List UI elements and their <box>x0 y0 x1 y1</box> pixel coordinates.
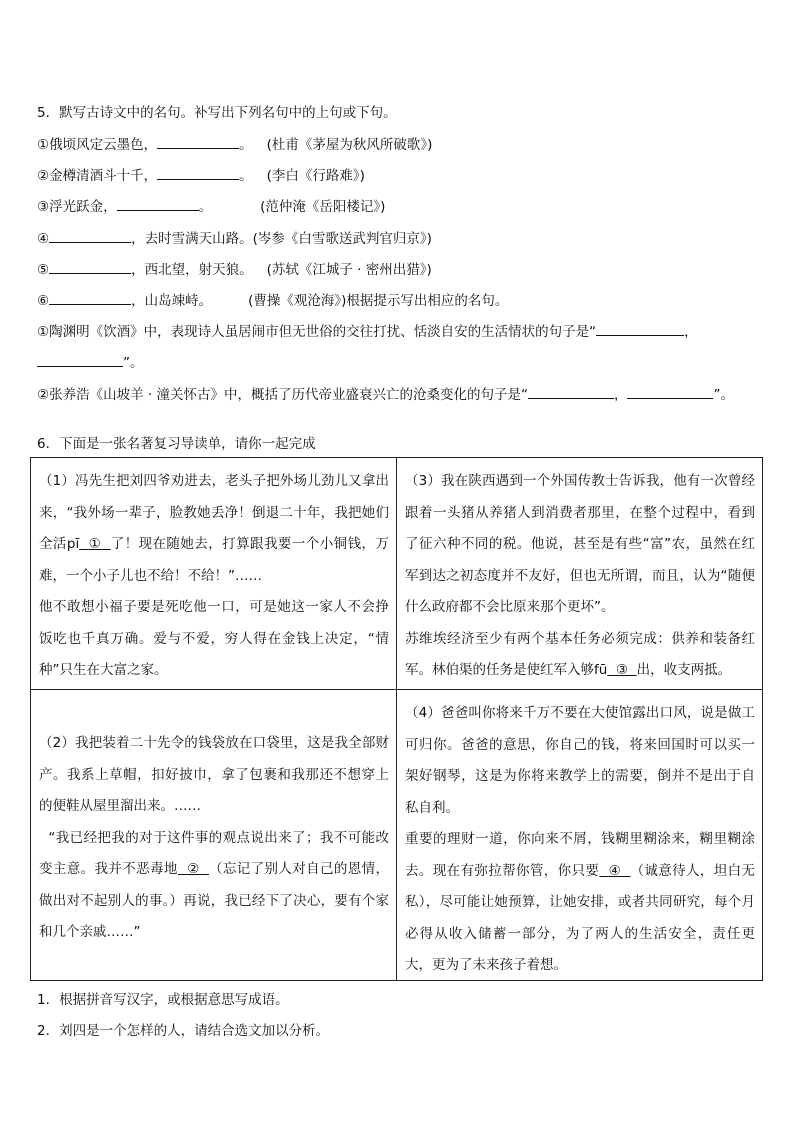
prompt-text: ②张养浩《山坡羊 · 潼关怀古》中，概括了历代帝业盛衰兴亡的沧桑变化的句子是“ <box>37 387 528 403</box>
blank-mark-4[interactable] <box>599 863 630 879</box>
answer-blank[interactable] <box>49 228 131 243</box>
answer-blank[interactable] <box>37 352 123 367</box>
answer-blank[interactable] <box>528 384 614 399</box>
cell-paragraph: （2）我把装着二十先令的钱袋放在口袋里，这是我全部财产。我系上草帽，扣好披巾，拿了包裹和我那还不想穿上的便鞋从屋里溜出来。…… <box>39 735 389 814</box>
item-text-after: 。 <box>239 168 253 184</box>
cell-paragraph: 他不敢想小福子要是死吃他一口，可是她这一家人不会挣饭吃也千真万确。爱与不爱，穷人得在金钱上决定，“情种”只生在大富之家。 <box>39 599 389 678</box>
item-text-after: 。 <box>198 199 213 215</box>
q5-prompt-1 <box>37 321 698 342</box>
item-text-before: ①俄顷风定云墨色， <box>37 137 158 153</box>
blank-mark-3[interactable] <box>607 662 636 678</box>
cell-paragraph <box>405 624 755 687</box>
table-cell-3 <box>405 466 755 687</box>
answer-blank[interactable] <box>627 384 713 399</box>
cell-text: （诚意待人，坦白无私），尽可能让她预算，让她安排，或者共同研究，每个月必得从收入储蓄一部分，为了两人的生活安全，责任更大，更为了未来孩子着想。 <box>405 862 755 973</box>
cell-paragraph <box>39 823 389 949</box>
blank-mark-2[interactable] <box>178 861 209 877</box>
reading-guide-table <box>30 457 763 981</box>
item-text-before: ③浮光跃金， <box>37 199 117 215</box>
q5-item-6 <box>37 290 508 311</box>
item-source: (杜甫《茅屋为秋风所破歌》) <box>266 137 433 153</box>
answer-blank[interactable] <box>596 321 684 336</box>
item-source: (岑参《白雪歌送武判官归京》) <box>252 231 432 247</box>
cell-paragraph <box>405 824 755 982</box>
table-cell-1 <box>39 466 389 687</box>
answer-blank[interactable] <box>49 259 131 274</box>
q5-item-3 <box>37 196 385 217</box>
cell-paragraph: （3）我在陕西遇到一个外国传教士告诉我，他有一次曾经跟着一头猪从养猪人到消费者那里，在整个过程中，看到了征六种不同的税。他说，甚至是有些“富”农，虽然在红军到达之初态度并不友好，但也无所谓，而且，认为“随便什么政府都不会比原来那个更坏”。 <box>405 473 755 615</box>
prompt-end: ”。 <box>123 355 144 371</box>
item-source: (曹操《观沧海》)根据提示写出相应的名句。 <box>248 293 509 309</box>
item-source: (苏轼《江城子 · 密州出猎》) <box>266 262 432 278</box>
answer-blank[interactable] <box>157 165 239 180</box>
answer-blank[interactable] <box>117 196 199 211</box>
blank-mark-label: ① <box>88 536 102 552</box>
q5-item-2 <box>37 165 365 186</box>
cell-text: （忘记了别人对自己的恩情，做出对不起别人的事。）再说，我已经下了决心，要有个家和几个亲戚……” <box>39 861 389 940</box>
q6-subquestion-1: 1．根据拼音写汉字，或根据意思写成语。 <box>37 992 289 1008</box>
prompt-text: ①陶渊明《饮酒》中，表现诗人虽居闹市但无世俗的交往打扰、恬淡自安的生活情状的句子是“ <box>37 324 597 340</box>
item-text-before: ④ <box>37 231 50 247</box>
cell-paragraph <box>39 466 389 592</box>
q5-item-4 <box>37 228 432 249</box>
cell-text: 苏维埃经济至少有两个基本任务必须完成：供养和装备红军。林伯渠的任务是使红军入够fū <box>405 630 755 678</box>
cell-text: 重要的理财一道，你向来不屑，钱糊里糊涂来，糊里糊涂去。现在有弥拉帮你管，你只要 <box>405 831 755 879</box>
item-text-before: ⑥ <box>37 293 50 309</box>
item-text-before: ②金樽清酒斗十千， <box>37 168 158 184</box>
q5-prompt-1-cont <box>37 352 144 373</box>
cell-text: 了！现在随她去，打算跟我要一个小铜钱，万难，一个小子儿也不给！不给！”…… <box>39 536 389 584</box>
table-cell-2 <box>39 728 389 949</box>
q5-title: 5．默写古诗文中的名句。补写出下列名句中的上句或下句。 <box>37 105 397 121</box>
table-divider-horizontal <box>31 689 762 690</box>
q5-prompt-2 <box>37 384 734 405</box>
item-text-after: ，西北望，射天狼。 <box>131 262 253 278</box>
cell-text: 出，收支两抵。 <box>636 662 732 678</box>
cell-paragraph: （4）爸爸叫你将来千万不要在大使馆露出口风，说是做工可归你。爸爸的意思，你自己的钱，将来回国时可以买一架好钢琴，这是为你将来教学上的需要，倒并不是出于自私自利。 <box>405 705 755 816</box>
blank-mark-label: ② <box>187 861 200 877</box>
answer-blank[interactable] <box>49 290 131 305</box>
blank-mark-label: ③ <box>615 662 629 678</box>
blank-mark-1[interactable] <box>79 536 110 552</box>
cell-text: “我已经把我的对于这件事的观点说出来了；我不可能改变主意。我并不恶毒地 <box>39 829 389 877</box>
blank-mark-label: ④ <box>608 862 622 879</box>
item-source: (李白《行路难》) <box>266 168 365 184</box>
prompt-separator: ， <box>613 387 628 403</box>
table-divider-vertical <box>396 458 397 980</box>
q5-item-5 <box>37 259 432 280</box>
table-cell-4 <box>405 698 755 982</box>
item-text-after: ，去时雪满天山路。 <box>131 231 253 247</box>
prompt-separator: ， <box>684 324 698 340</box>
item-text-after: ，山岛竦峙。 <box>131 293 213 309</box>
item-text-before: ⑤ <box>37 262 50 278</box>
q6-subquestion-2: 2．刘四是一个怎样的人，请结合选文加以分析。 <box>37 1023 330 1039</box>
q5-item-1 <box>37 134 432 155</box>
q6-title: 6．下面是一张名著复习导读单，请你一起完成 <box>37 436 316 452</box>
item-source: (范仲淹《岳阳楼记》) <box>260 199 386 215</box>
cell-text: （1）冯先生把刘四爷劝进去，老头子把外场儿劲儿又拿出来，“我外场一辈子，脸教她丢净！倒退二十年，我把她们全活pī <box>39 473 389 552</box>
prompt-end: ”。 <box>713 387 734 403</box>
answer-blank[interactable] <box>157 134 239 149</box>
item-text-after: 。 <box>239 137 253 153</box>
